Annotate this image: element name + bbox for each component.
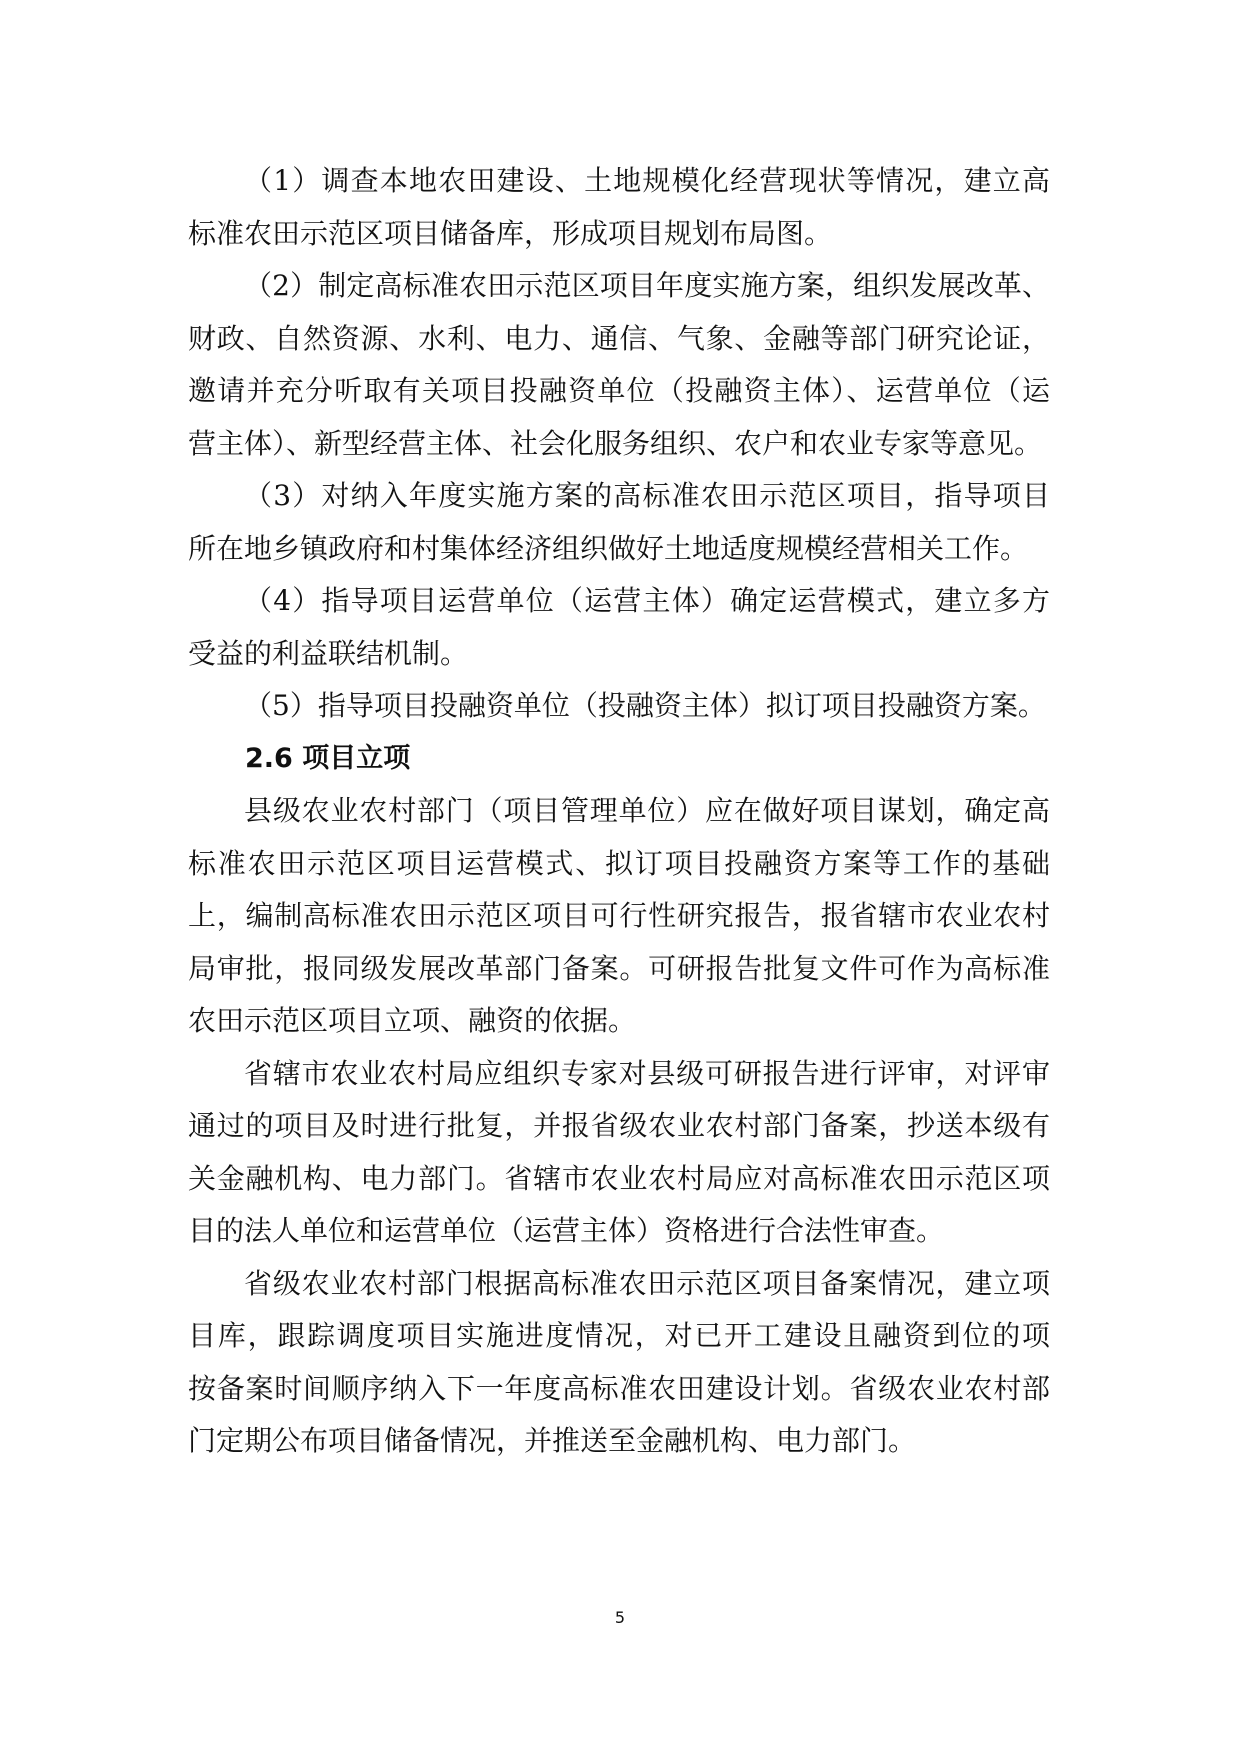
text-line: 局审批，报同级发展改革部门备案。可研报告批复文件可作为高标准 [188, 951, 1050, 985]
text-line: （2）制定高标准农田示范区项目年度实施方案，组织发展改革、 [244, 269, 1050, 302]
text-line: （4）指导项目运营单位（运营主体）确定运营模式，建立多方 [244, 584, 1050, 617]
text-line: 财政、自然资源、水利、电力、通信、气象、金融等部门研究论证， [188, 321, 1050, 355]
text-line: 按备案时间顺序纳入下一年度高标准农田建设计划。省级农业农村部 [188, 1371, 1050, 1405]
text-line: 门定期公布项目储备情况，并推送至金融机构、电力部门。 [188, 1424, 917, 1457]
text-line: 上，编制高标准农田示范区项目可行性研究报告，报省辖市农业农村 [188, 899, 1050, 932]
text-line: 邀请并充分听取有关项目投融资单位（投融资主体）、运营单位（运 [188, 374, 1050, 407]
text-line: （1）调查本地农田建设、土地规模化经营现状等情况，建立高 [244, 164, 1050, 197]
text-line: 营主体）、新型经营主体、社会化服务组织、农户和农业专家等意见。 [188, 426, 1043, 460]
text-line: 目的法人单位和运营单位（运营主体）资格进行合法性审查。 [188, 1214, 945, 1247]
paragraph [188, 470, 1050, 575]
text-line: 关金融机构、电力部门。省辖市农业农村局应对高标准农田示范区项 [188, 1161, 1050, 1195]
text-line: 农田示范区项目立项、融资的依据。 [188, 1004, 637, 1037]
paragraph [188, 155, 1050, 260]
paragraph [188, 1048, 1050, 1258]
page-number: 5 [614, 1608, 626, 1627]
text-line: 标准农田示范区项目储备库，形成项目规划布局图。 [188, 216, 833, 250]
text-line: 所在地乡镇政府和村集体经济组织做好土地适度规模经营相关工作。 [188, 531, 1029, 565]
paragraph [188, 785, 1050, 1048]
text-line: 目库，跟踪调度项目实施进度情况，对已开工建设且融资到位的项 [188, 1319, 1050, 1352]
paragraph [188, 575, 1050, 680]
text-line: （5）指导项目投融资单位（投融资主体）拟订项目投融资方案。 [244, 689, 1046, 722]
text-line: 标准农田示范区项目运营模式、拟订项目投融资方案等工作的基础 [188, 846, 1050, 880]
paragraph [188, 260, 1050, 470]
paragraph [188, 680, 1050, 733]
text-line: 省辖市农业农村局应组织专家对县级可研报告进行评审，对评审 [244, 1056, 1050, 1090]
paragraph [188, 1258, 1050, 1468]
section-heading: 2.6 项目立项 [245, 742, 411, 774]
text-line: 受益的利益联结机制。 [188, 636, 469, 670]
document-body [188, 155, 1050, 1468]
text-line: （3）对纳入年度实施方案的高标准农田示范区项目，指导项目 [244, 479, 1050, 512]
text-line: 通过的项目及时进行批复，并报省级农业农村部门备案，抄送本级有 [188, 1109, 1050, 1142]
text-line: 省级农业农村部门根据高标准农田示范区项目备案情况，建立项 [244, 1266, 1050, 1300]
text-line: 县级农业农村部门（项目管理单位）应在做好项目谋划，确定高 [244, 794, 1050, 827]
